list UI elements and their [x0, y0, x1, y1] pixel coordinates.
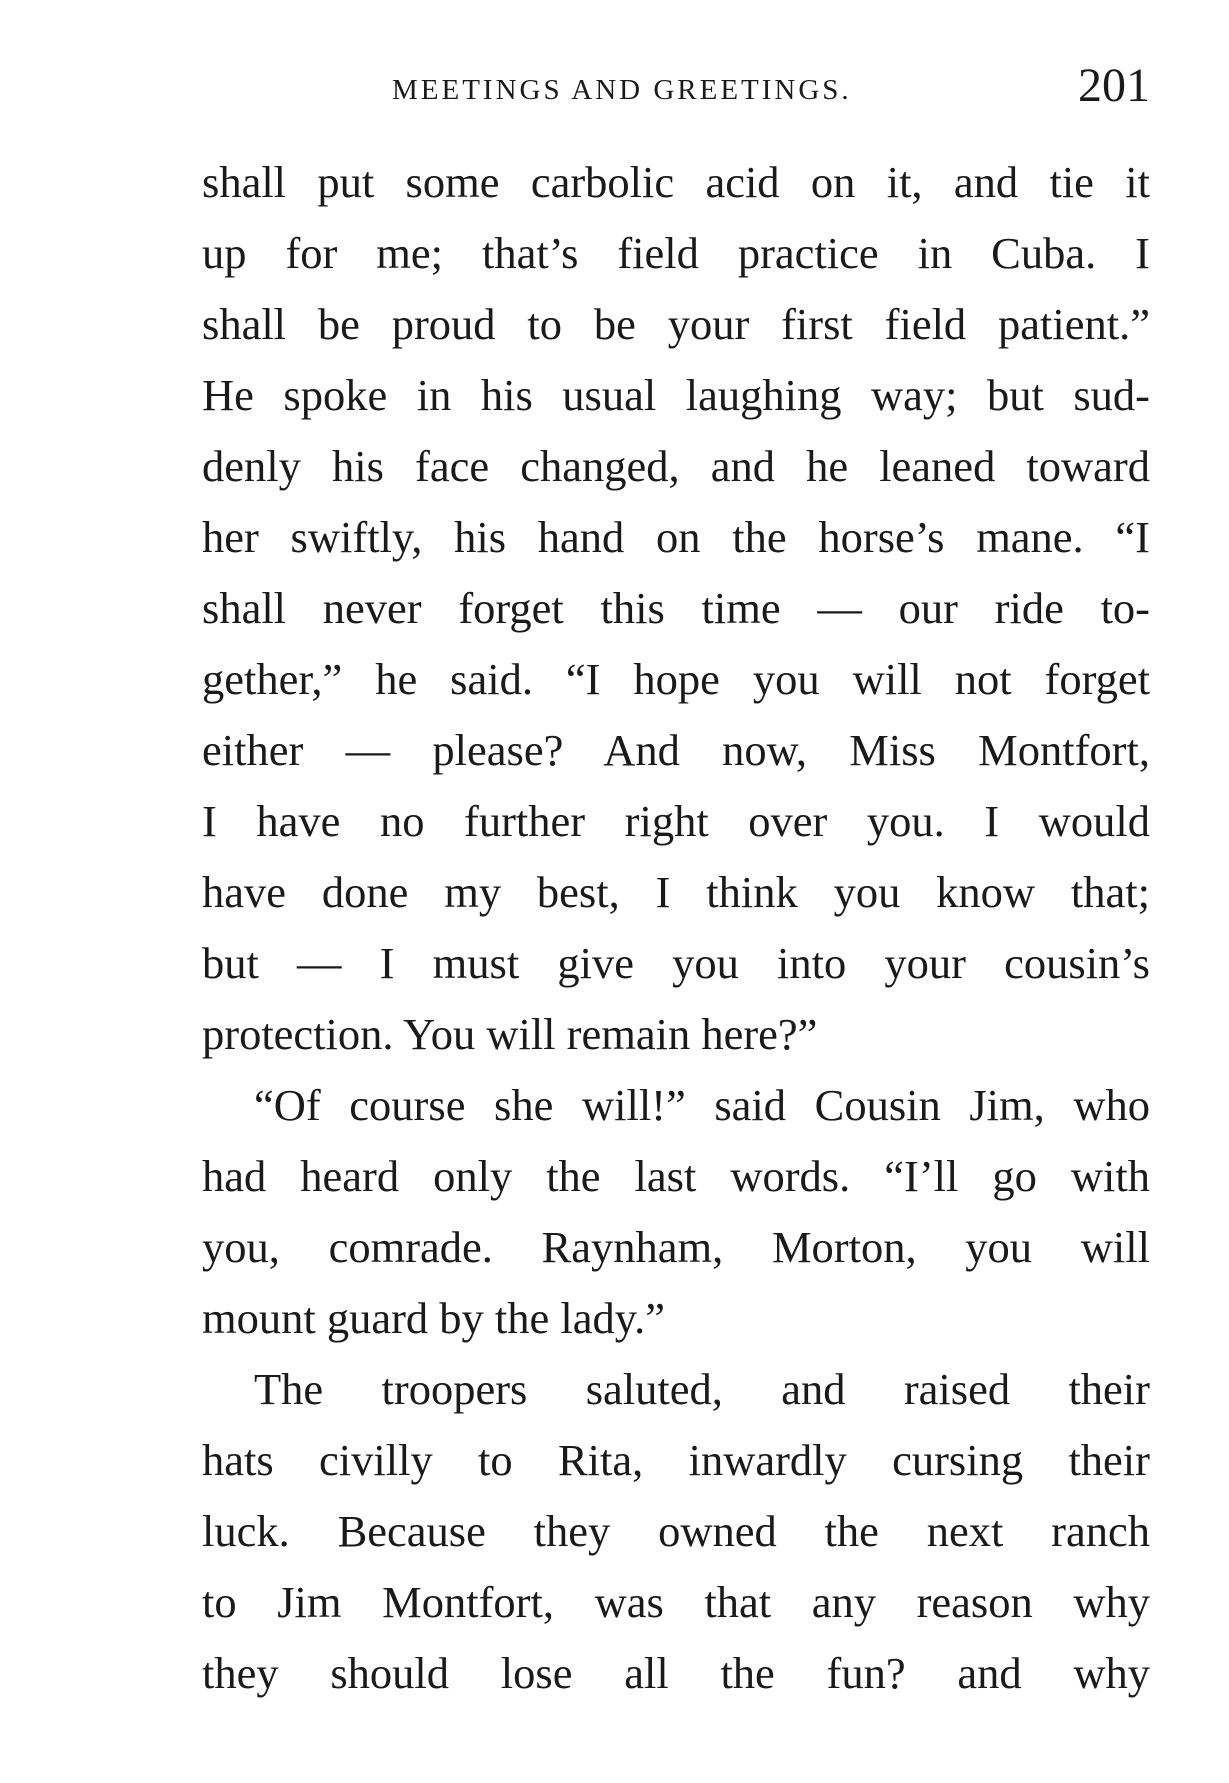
text-line: they should lose all the fun? and why [202, 1648, 1150, 1698]
text-line: you, comrade. Raynham, Morton, you will [202, 1222, 1150, 1272]
text-line: either — please? And now, Miss Montfort, [202, 725, 1150, 775]
text-line: I have no further right over you. I would [202, 796, 1150, 846]
text-line: to Jim Montfort, was that any reason why [202, 1577, 1150, 1627]
text-line: denly his face changed, and he leaned toward [202, 441, 1150, 491]
text-line: up for me; that’s field practice in Cuba. I [202, 228, 1150, 278]
text-line: “Of course she will!” said Cousin Jim, who [254, 1080, 1150, 1130]
text-line: shall put some carbolic acid on it, and tie it [202, 157, 1150, 207]
text-line: gether,” he said. “I hope you will not forget [202, 654, 1150, 704]
text-line: shall never forget this time — our ride to- [202, 583, 1150, 633]
running-title: MEETINGS AND GREETINGS. [392, 74, 852, 106]
text-line: The troopers saluted, and raised their [254, 1364, 1150, 1414]
text-line: have done my best, I think you know that; [202, 867, 1150, 917]
running-head [200, 58, 1150, 118]
text-line: luck. Because they owned the next ranch [202, 1506, 1150, 1556]
page-number: 201 [1078, 59, 1150, 112]
text-line: her swiftly, his hand on the horse’s mane. “I [202, 512, 1150, 562]
text-line: He spoke in his usual laughing way; but sud- [202, 370, 1150, 420]
text-line: mount guard by the lady.” [202, 1293, 666, 1343]
body-text [202, 147, 1150, 1709]
text-line: had heard only the last words. “I’ll go with [202, 1151, 1150, 1201]
text-line: shall be proud to be your first field patient.” [202, 299, 1150, 349]
text-line: hats civilly to Rita, inwardly cursing their [202, 1435, 1150, 1485]
text-line: but — I must give you into your cousin’s [202, 938, 1150, 988]
text-line: protection. You will remain here?” [202, 1009, 818, 1059]
